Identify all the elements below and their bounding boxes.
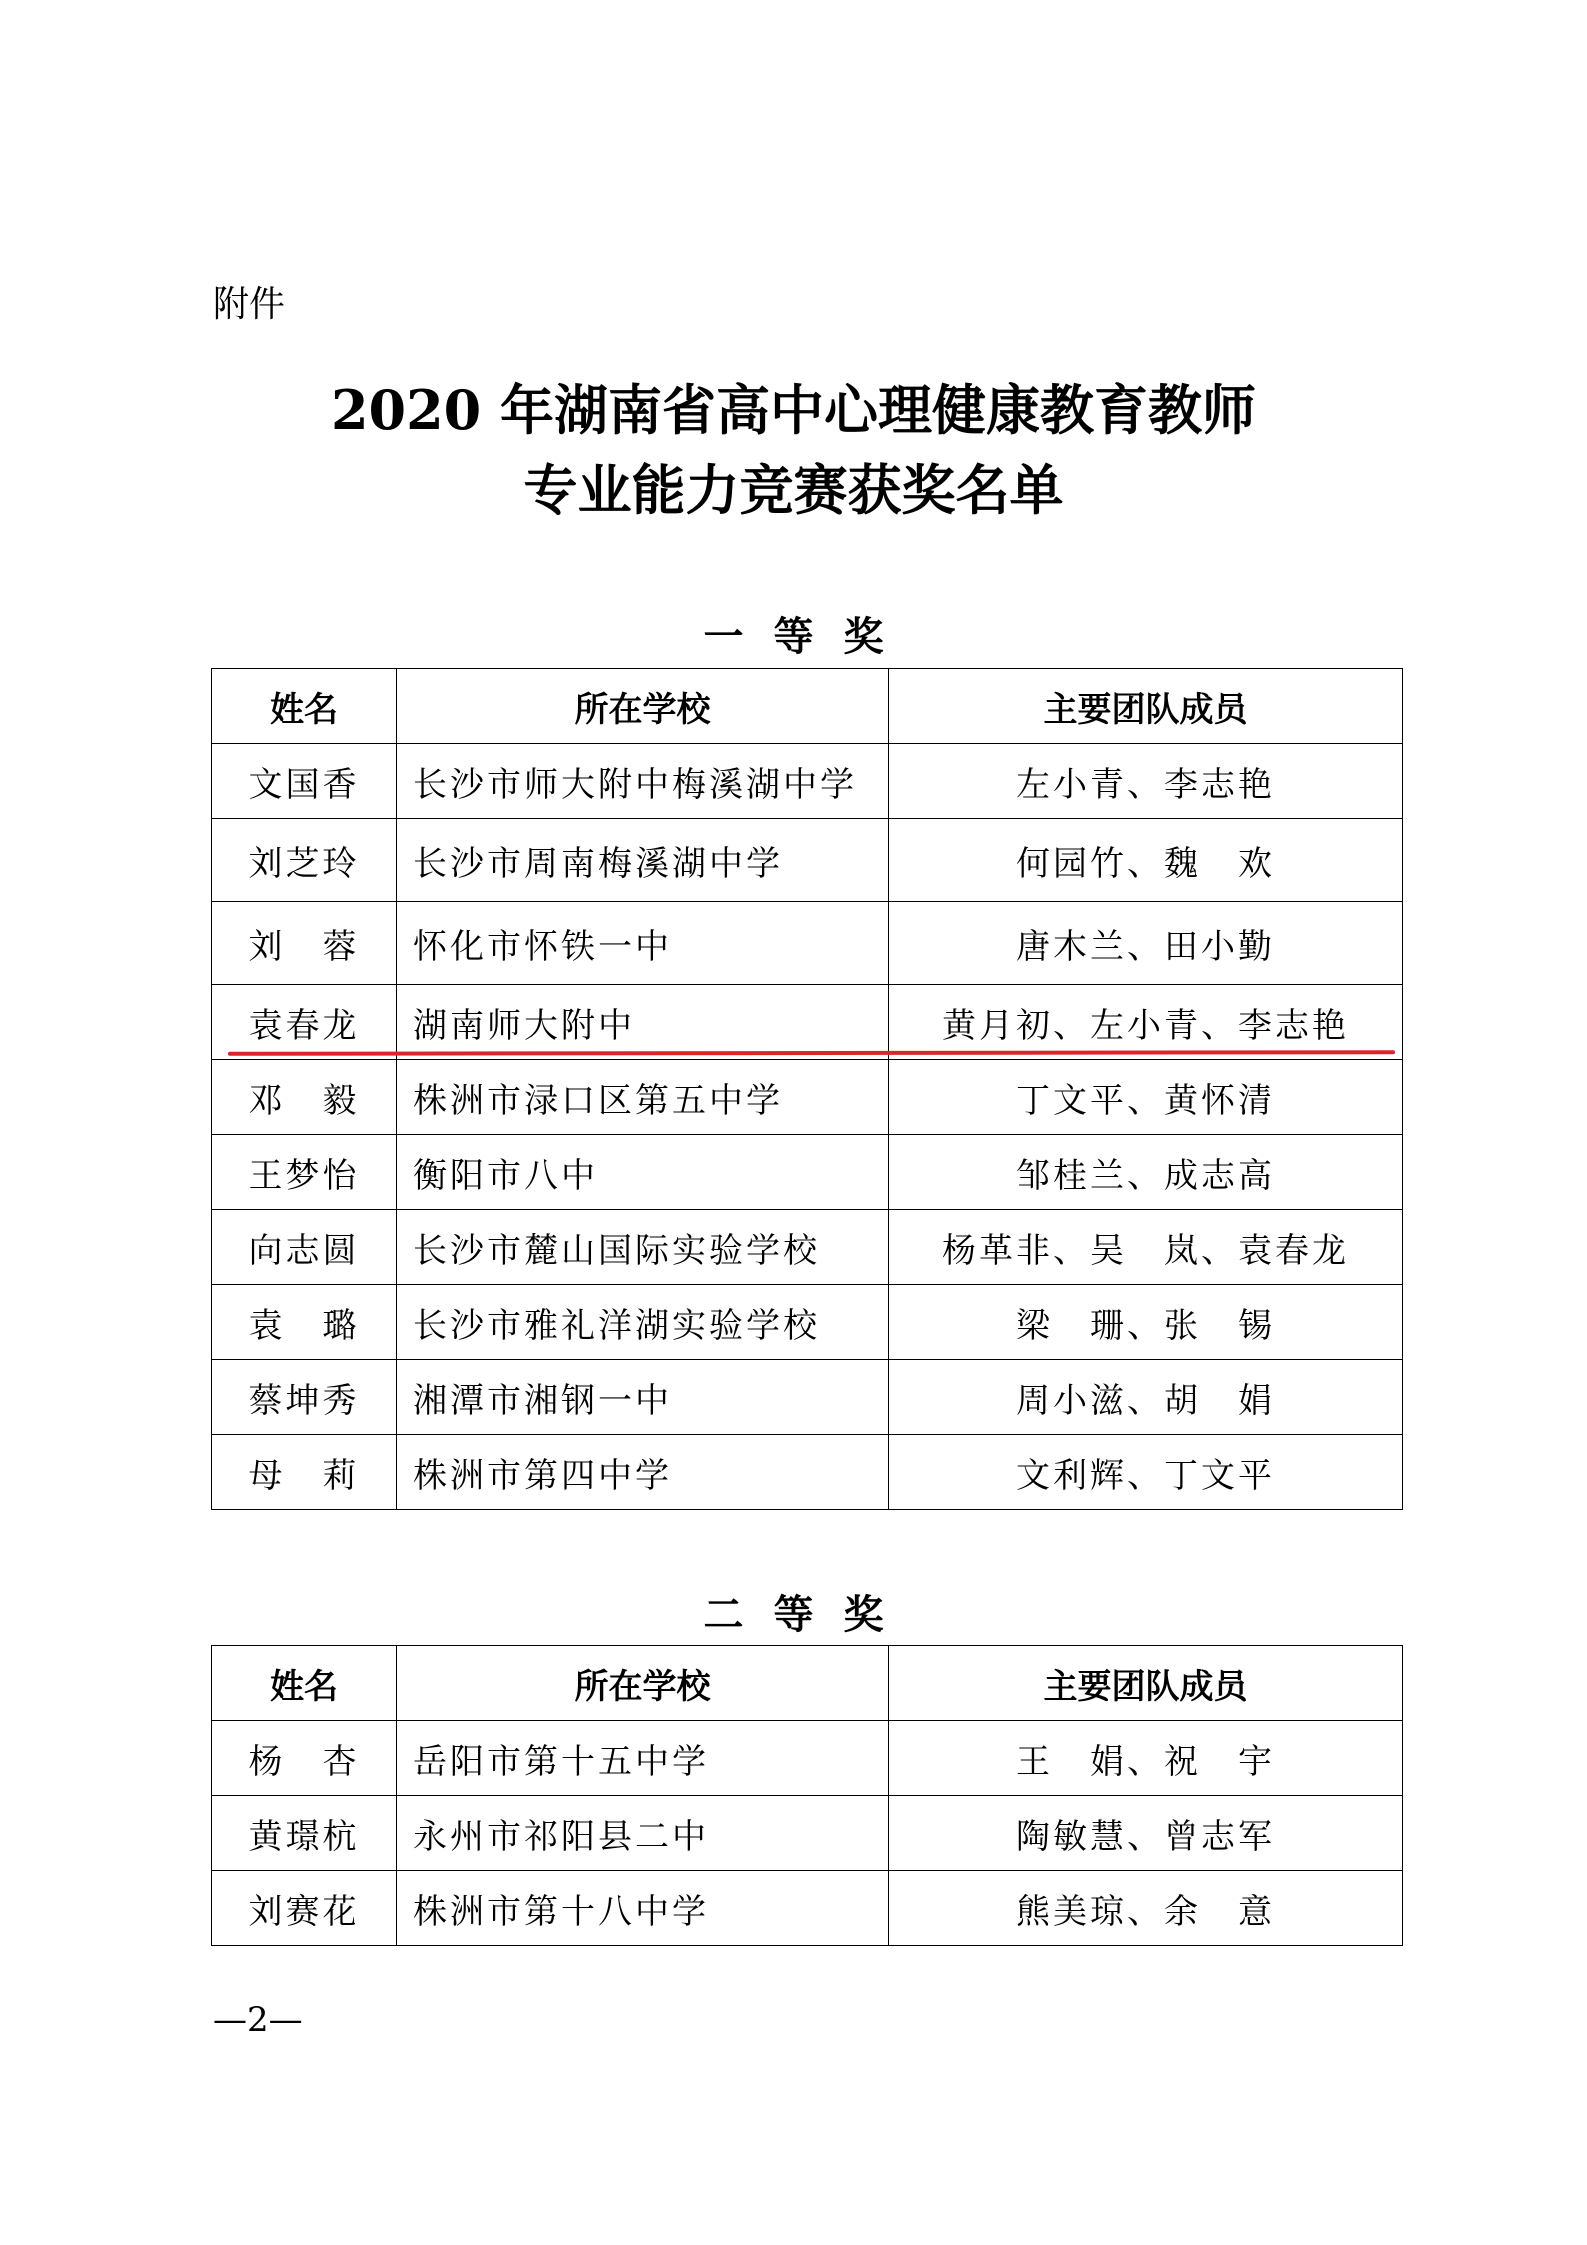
winner-name: 向志圆 xyxy=(212,1210,397,1285)
school-name: 长沙市周南梅溪湖中学 xyxy=(397,819,889,902)
team-members: 何园竹、魏 欢 xyxy=(889,819,1403,902)
school-name: 长沙市麓山国际实验学校 xyxy=(397,1210,889,1285)
school-name: 怀化市怀铁一中 xyxy=(397,902,889,985)
school-name: 株洲市渌口区第五中学 xyxy=(397,1060,889,1135)
table-row xyxy=(212,902,1403,985)
team-members: 丁文平、黄怀清 xyxy=(889,1060,1403,1135)
school-name: 长沙市雅礼洋湖实验学校 xyxy=(397,1285,889,1360)
table-row xyxy=(212,819,1403,902)
winner-name: 邓 毅 xyxy=(212,1060,397,1135)
table-row xyxy=(212,1135,1403,1210)
table-row xyxy=(212,1721,1403,1796)
winner-name: 杨 杏 xyxy=(212,1721,397,1796)
first-prize-table xyxy=(211,668,1403,1510)
table-header-row xyxy=(212,669,1403,744)
table-row xyxy=(212,1871,1403,1946)
second-prize-heading: 二等奖 xyxy=(703,1592,914,1638)
school-name: 株洲市第十八中学 xyxy=(397,1871,889,1946)
table-row xyxy=(212,1060,1403,1135)
team-members: 左小青、李志艳 xyxy=(889,744,1403,819)
team-members: 文利辉、丁文平 xyxy=(889,1435,1403,1510)
school-name: 湖南师大附中 xyxy=(397,985,889,1060)
team-members: 黄月初、左小青、李志艳 xyxy=(889,985,1403,1060)
school-name: 岳阳市第十五中学 xyxy=(397,1721,889,1796)
winner-name: 刘赛花 xyxy=(212,1871,397,1946)
second-prize-table xyxy=(211,1645,1403,1946)
column-header-school: 所在学校 xyxy=(397,669,889,744)
winner-name: 袁春龙 xyxy=(212,985,397,1060)
winner-name: 蔡坤秀 xyxy=(212,1360,397,1435)
school-name: 湘潭市湘钢一中 xyxy=(397,1360,889,1435)
winner-name: 刘芝玲 xyxy=(212,819,397,902)
team-members: 周小滋、胡 娟 xyxy=(889,1360,1403,1435)
winner-name: 母 莉 xyxy=(212,1435,397,1510)
table-row xyxy=(212,1210,1403,1285)
attachment-label: 附件 xyxy=(213,284,286,325)
column-header-name: 姓名 xyxy=(212,1646,397,1721)
winner-name: 文国香 xyxy=(212,744,397,819)
table-header-row xyxy=(212,1646,1403,1721)
team-members: 陶敏慧、曾志军 xyxy=(889,1796,1403,1871)
table-row xyxy=(212,1360,1403,1435)
page-title-line1: 2020 年湖南省高中心理健康教育教师 xyxy=(330,378,1257,442)
school-name: 株洲市第四中学 xyxy=(397,1435,889,1510)
winner-name: 黄璟杭 xyxy=(212,1796,397,1871)
column-header-team: 主要团队成员 xyxy=(889,669,1403,744)
team-members: 王 娟、祝 宇 xyxy=(889,1721,1403,1796)
winner-name: 袁 璐 xyxy=(212,1285,397,1360)
column-header-name: 姓名 xyxy=(212,669,397,744)
column-header-school: 所在学校 xyxy=(397,1646,889,1721)
table-row xyxy=(212,985,1403,1060)
page-title-line2: 专业能力竞赛获奖名单 xyxy=(523,458,1064,522)
page-number: —2— xyxy=(213,2000,303,2040)
table-row xyxy=(212,1796,1403,1871)
winner-name: 刘 蓉 xyxy=(212,902,397,985)
first-prize-heading: 一等奖 xyxy=(703,614,914,660)
school-name: 永州市祁阳县二中 xyxy=(397,1796,889,1871)
school-name: 衡阳市八中 xyxy=(397,1135,889,1210)
team-members: 杨革非、吴 岚、袁春龙 xyxy=(889,1210,1403,1285)
table-row xyxy=(212,1285,1403,1360)
table-row xyxy=(212,1435,1403,1510)
school-name: 长沙市师大附中梅溪湖中学 xyxy=(397,744,889,819)
winner-name: 王梦怡 xyxy=(212,1135,397,1210)
team-members: 邹桂兰、成志高 xyxy=(889,1135,1403,1210)
team-members: 唐木兰、田小勤 xyxy=(889,902,1403,985)
table-row xyxy=(212,744,1403,819)
column-header-team: 主要团队成员 xyxy=(889,1646,1403,1721)
team-members: 熊美琼、余 意 xyxy=(889,1871,1403,1946)
team-members: 梁 珊、张 锡 xyxy=(889,1285,1403,1360)
